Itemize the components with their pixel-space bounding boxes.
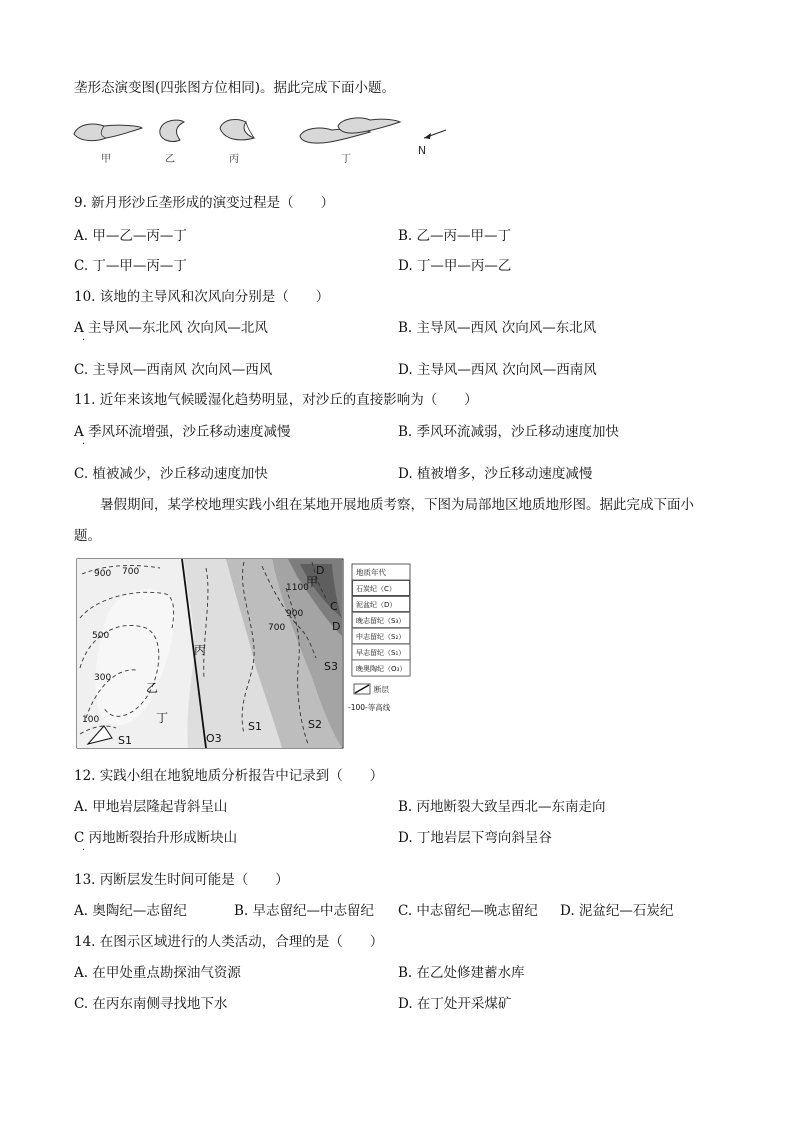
question-10-stem: 10. 该地的主导风和次风向分别是（ ） xyxy=(74,289,330,305)
question-14-option-d[interactable]: D. 在丁处开采煤矿 xyxy=(398,996,512,1012)
question-11-stem: 11. 近年来该地气候暖湿化趋势明显，对沙丘的直接影响为（ ） xyxy=(74,392,478,408)
strata-label-o3: O3 xyxy=(206,732,222,745)
place-label-bing: 丙 xyxy=(194,643,207,657)
contour-label-1100: 1100 xyxy=(286,583,309,593)
contour-label-700-right: 700 xyxy=(268,623,286,633)
question-14-stem: 14. 在图示区域进行的人类活动，合理的是（ ） xyxy=(74,934,384,950)
dune-evolution-figure xyxy=(70,112,460,170)
strata-label-s3: S3 xyxy=(324,660,338,673)
option-dot: · xyxy=(82,335,86,346)
contour-label-900-right: 900 xyxy=(286,609,304,619)
question-10-option-c[interactable]: C. 主导风—西南风 次向风—西风 xyxy=(74,362,273,378)
question-14-option-c[interactable]: C. 在丙东南侧寻找地下水 xyxy=(74,996,228,1012)
dune-label-ding: 丁 xyxy=(341,154,351,165)
option-dot: · xyxy=(82,439,86,450)
legend-title: 地质年代 xyxy=(356,568,386,577)
question-12-option-a[interactable]: A. 甲地岩层隆起背斜呈山 xyxy=(74,799,228,815)
question-12-option-c[interactable]: C 丙地断裂抬升形成断块山 xyxy=(74,830,238,846)
dune-shape-bing xyxy=(220,120,254,140)
place-label-ding: 丁 xyxy=(156,711,169,725)
intro-text-mid-line2: 题。 xyxy=(74,528,101,544)
geological-map xyxy=(76,558,416,752)
question-13-option-c[interactable]: C. 中志留纪—晚志留纪 xyxy=(398,903,538,919)
contour-label-500: 500 xyxy=(92,631,110,641)
strata-label-c: C xyxy=(330,600,338,613)
question-12-stem: 12. 实践小组在地貌地质分析报告中记录到（ ） xyxy=(74,768,384,784)
legend-item-early-silurian: 早志留纪（S₁） xyxy=(356,649,406,657)
legend-fault: 断层 xyxy=(374,685,389,694)
legend-item-late-silurian: 晚志留纪（S₃） xyxy=(356,617,406,625)
dune-label-bing: 丙 xyxy=(229,154,239,165)
question-13-option-d[interactable]: D. 泥盆纪—石炭纪 xyxy=(560,903,674,919)
question-10-option-d[interactable]: D. 主导风—西风 次向风—西南风 xyxy=(398,362,597,378)
question-14-option-b[interactable]: B. 在乙处修建蓄水库 xyxy=(398,965,525,981)
question-13-option-b[interactable]: B. 早志留纪—中志留纪 xyxy=(234,903,375,919)
question-11-option-b[interactable]: B. 季风环流减弱，沙丘移动速度加快 xyxy=(398,424,620,440)
question-9-option-b[interactable]: B. 乙—丙—甲—丁 xyxy=(398,228,512,244)
question-11-option-c[interactable]: C. 植被减少，沙丘移动速度加快 xyxy=(74,466,268,482)
strata-label-s1-right: S1 xyxy=(248,720,262,733)
map-legend xyxy=(348,564,410,712)
question-9-option-c[interactable]: C. 丁—甲—丙—丁 xyxy=(74,258,187,274)
dune-shape-yi xyxy=(160,120,184,141)
strata-label-s2: S2 xyxy=(308,718,322,731)
legend-contour: -100-等高线 xyxy=(348,703,391,712)
contour-label-700-left: 700 xyxy=(122,567,140,577)
north-label: N xyxy=(417,144,427,157)
question-10-option-a[interactable]: A 主导风—东北风 次向风—北风 xyxy=(74,320,268,336)
contour-label-300: 300 xyxy=(94,673,112,683)
question-13-stem: 13. 丙断层发生时间可能是（ ） xyxy=(74,872,289,888)
place-label-yi: 乙 xyxy=(146,681,159,695)
question-14-option-a[interactable]: A. 在甲处重点勘探油气资源 xyxy=(74,965,241,981)
question-11-option-a[interactable]: A 季风环流增强，沙丘移动速度减慢 xyxy=(74,424,291,440)
intro-text-top: 垄形态演变图(四张图方位相同)。据此完成下面小题。 xyxy=(74,80,396,96)
contour-label-100: 100 xyxy=(82,715,100,725)
question-12-option-d[interactable]: D. 丁地岩层下弯向斜呈谷 xyxy=(398,830,552,846)
contour-label-900-left: 900 xyxy=(94,569,112,579)
question-12-option-b[interactable]: B. 丙地断裂大致呈西北—东南走向 xyxy=(398,799,606,815)
question-9-option-a[interactable]: A. 甲—乙—丙—丁 xyxy=(74,228,187,244)
north-arrow-icon xyxy=(424,130,446,139)
strata-label-d-right: D xyxy=(332,620,341,633)
question-13-option-a[interactable]: A. 奥陶纪—志留纪 xyxy=(74,903,187,919)
strata-label-s1-left: S1 xyxy=(118,734,132,747)
legend-item-devonian: 泥盆纪（D） xyxy=(356,601,397,609)
dune-shape-jia xyxy=(74,124,142,141)
dune-shape-ding xyxy=(300,118,400,143)
question-11-option-d[interactable]: D. 植被增多，沙丘移动速度减慢 xyxy=(398,466,593,482)
legend-item-carboniferous: 石炭纪（C） xyxy=(356,585,396,593)
dune-label-jia: 甲 xyxy=(101,154,111,165)
question-10-option-b[interactable]: B. 主导风—西风 次向风—东北风 xyxy=(398,320,597,336)
strata-label-d-top: D xyxy=(316,564,325,577)
intro-text-mid-line1: 暑假期间，某学校地理实践小组在某地开展地质考察，下图为局部地区地质地形图。据此完成下面小 xyxy=(100,497,694,513)
place-label-jia: 甲 xyxy=(306,575,319,589)
question-9-option-d[interactable]: D. 丁—甲—丙—乙 xyxy=(398,258,512,274)
dune-label-yi: 乙 xyxy=(165,154,175,165)
option-dot: · xyxy=(82,845,86,856)
legend-item-middle-silurian: 中志留纪（S₂） xyxy=(356,633,406,641)
question-9-stem: 9. 新月形沙丘垄形成的演变过程是（ ） xyxy=(74,195,335,211)
legend-item-late-ordovician: 晚奥陶纪（O₃） xyxy=(356,665,407,673)
